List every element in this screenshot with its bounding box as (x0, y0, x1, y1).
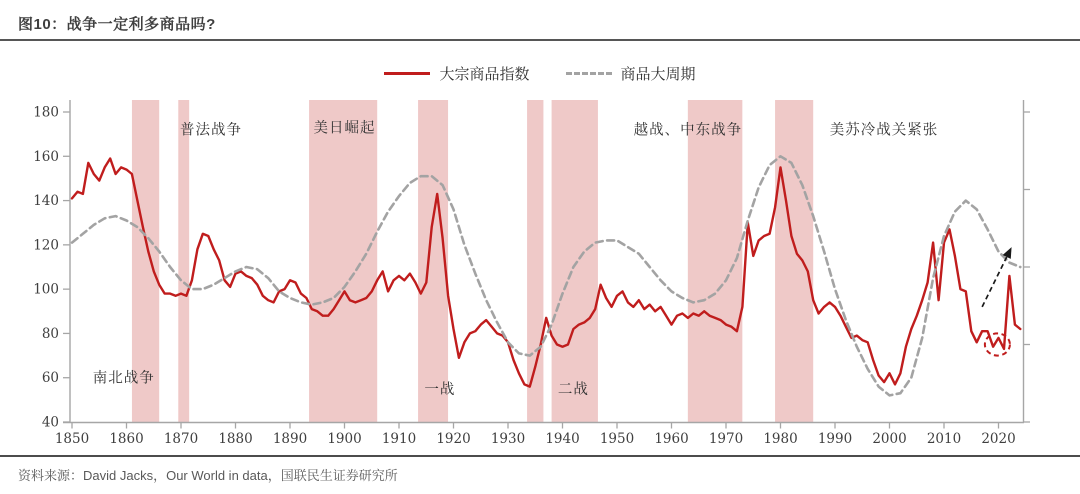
war-band-label: 美日崛起 (313, 120, 376, 137)
war-band-label: 一战 (424, 381, 456, 398)
war-band (309, 100, 377, 422)
x-tick-label: 1930 (490, 431, 526, 447)
x-tick-label: 1870 (163, 431, 199, 447)
x-tick-label: 1890 (272, 431, 308, 447)
red-solid-line-swatch (384, 72, 430, 75)
gray-dashed-line-swatch (566, 72, 612, 75)
chart-legend (0, 63, 1080, 84)
x-tick-label: 1980 (763, 431, 798, 447)
war-band-label: 越战、中东战争 (633, 122, 743, 139)
y-tick-label: 40 (41, 414, 59, 431)
figure-title-bar (0, 0, 1080, 41)
x-tick-label: 2000 (872, 431, 907, 447)
x-tick-label: 1960 (654, 431, 689, 447)
x-tick-label: 2010 (926, 431, 962, 447)
war-band (178, 100, 189, 422)
x-tick-label: 1850 (54, 431, 90, 447)
legend-item-commodity-index (384, 63, 529, 84)
x-tick-label: 1860 (109, 431, 144, 447)
war-band (552, 100, 598, 422)
war-band (527, 100, 543, 422)
y-tick-label: 160 (33, 148, 59, 165)
y-tick-label: 80 (41, 325, 59, 342)
y-tick-label: 120 (33, 237, 59, 254)
x-tick-label: 1940 (545, 431, 580, 447)
source-note: 资料来源：David Jacks，Our World in data，国联民生证券研究所 (0, 455, 1080, 484)
x-tick-label: 1900 (327, 431, 362, 447)
war-band-label: 普法战争 (179, 122, 242, 139)
war-band (775, 100, 813, 422)
war-band (418, 100, 448, 422)
x-tick-label: 1950 (599, 431, 635, 447)
war-band-label: 美苏冷战关紧张 (829, 122, 939, 139)
legend-label-commodity-index: 大宗商品指数 (439, 65, 530, 83)
y-tick-label: 180 (33, 104, 59, 121)
commodity-war-chart (0, 90, 1080, 455)
y-tick-label: 140 (33, 193, 59, 210)
x-tick-label: 1990 (817, 431, 853, 447)
figure-title: 图10：战争一定利多商品吗? (18, 16, 216, 33)
x-tick-label: 2020 (981, 431, 1016, 447)
legend-item-super-cycle (566, 63, 696, 84)
series-line-super-cycle (72, 156, 1020, 395)
x-tick-label: 1920 (436, 431, 471, 447)
x-tick-label: 1880 (218, 431, 253, 447)
war-band (688, 100, 743, 422)
x-tick-label: 1910 (381, 431, 417, 447)
war-band-label: 二战 (557, 381, 589, 398)
highlight-dashed-circle (985, 333, 1010, 355)
war-band-label: 南北战争 (92, 370, 155, 387)
trend-dashed-arrow (982, 257, 1007, 307)
y-tick-label: 60 (41, 370, 59, 387)
legend-label-super-cycle: 商品大周期 (620, 65, 696, 83)
y-tick-label: 100 (33, 281, 59, 298)
x-tick-label: 1970 (708, 431, 744, 447)
series-line-commodity-index (72, 159, 1020, 387)
